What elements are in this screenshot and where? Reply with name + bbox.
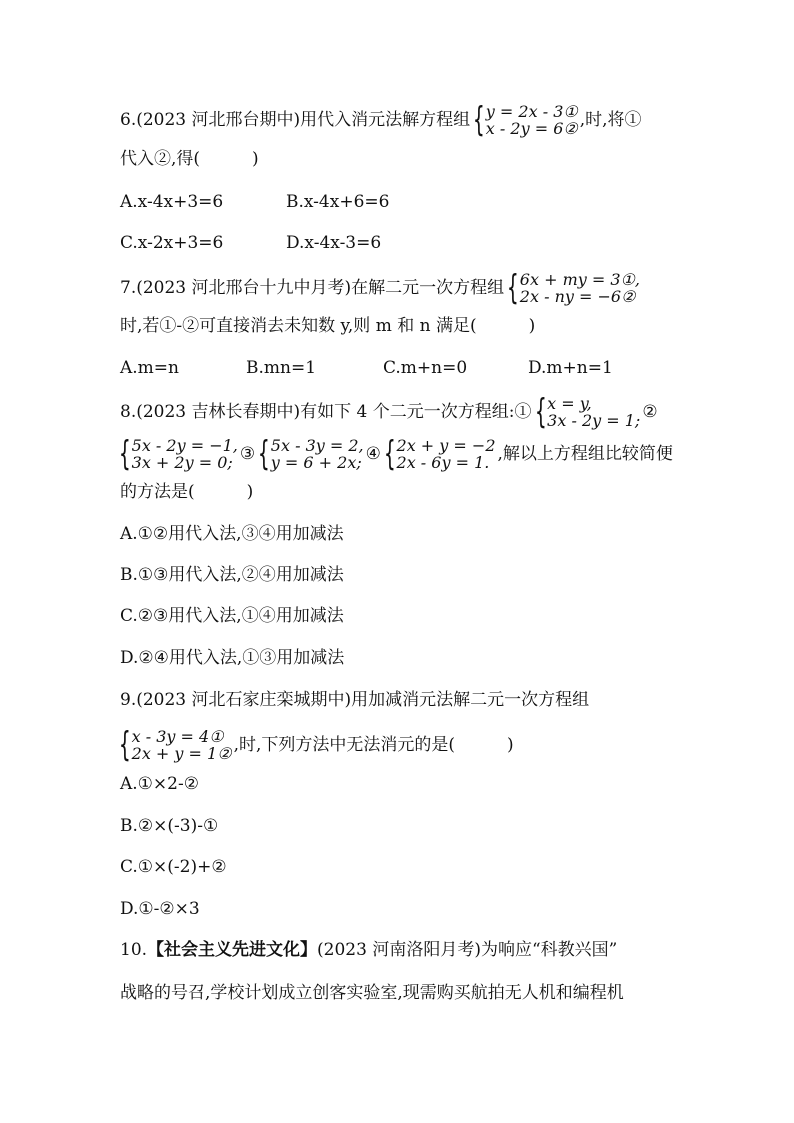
question-9-line-2: { x - 3y = 4① 2x + y = 1② ,时,下列方法中无法消元的是( ): [118, 725, 514, 765]
equation-system: { x - 3y = 4① 2x + y = 1②: [118, 725, 232, 765]
option-a: A.m=n: [120, 358, 179, 378]
option-b: B.x-4x+6=6: [286, 192, 390, 212]
question-9-line-1: 9.(2023 河北石家庄栾城期中)用加减消元法解二元一次方程组: [120, 690, 590, 710]
question-9-option-b: B.②×(-3)-①: [120, 816, 219, 836]
question-6-options-row-2: [120, 232, 381, 254]
question-6-line-1: [120, 100, 642, 140]
equation-system: { y = 2x - 3① x - 2y = 6②: [473, 100, 578, 140]
option-c: C.m+n=0: [383, 358, 468, 378]
question-8-line-3: 的方法是( ): [120, 482, 254, 502]
option-d: D.m+n=1: [528, 358, 613, 378]
question-9-option-d: D.①-②×3: [120, 899, 200, 919]
question-6-line-2: 代入②,得( ): [120, 149, 259, 169]
option-a: A.x-4x+3=6: [120, 192, 224, 212]
option-c: C.x-2x+3=6: [120, 233, 224, 253]
question-9-option-c: C.①×(-2)+②: [120, 857, 227, 877]
question-8-option-a: A.①②用代入法,③④用加减法: [120, 524, 344, 544]
equation-1: 6x + my = 3①,: [519, 270, 640, 289]
question-6-suffix: ,时,将①: [579, 110, 642, 130]
equation-system-4: { 2x + y = −2 2x - 6y = 1.: [383, 434, 496, 474]
question-8-option-d: D.②④用代入法,①③用加减法: [120, 648, 345, 668]
question-8-line-2: { 5x - 2y = −1, 3x + 2y = 0; ③ { 5x - 3y = 2, y = 6 + 2x; ④ { 2x + y = −2 2x - 6y = 1. ,解以上方程组比较简便: [118, 434, 673, 474]
question-9-option-a: A.①×2-②: [120, 774, 199, 794]
question-8-option-c: C.②③用代入法,①④用加减法: [120, 606, 344, 626]
equation-system-2: { 5x - 2y = −1, 3x + 2y = 0;: [118, 434, 238, 474]
question-6-options-row-1: [120, 191, 389, 213]
equation-1: x - 3y = 4①: [131, 727, 224, 746]
question-7-line-2: 时,若①-②可直接消去未知数 y,则 m 和 n 满足( ): [120, 316, 536, 336]
question-8-option-b: B.①③用代入法,②④用加减法: [120, 565, 344, 585]
topic-tag: 【社会主义先进文化】: [147, 940, 318, 960]
question-10-line-2: 战略的号召,学校计划成立创客实验室,现需购买航拍无人机和编程机: [120, 983, 624, 1003]
equation-system: { 6x + my = 3①, 2x - ny = −6②: [507, 268, 640, 308]
equation-system-3: { 5x - 3y = 2, y = 6 + 2x;: [258, 434, 364, 474]
equation-2: x - 2y = 6②: [485, 119, 578, 138]
equation-2: 2x - ny = −6②: [519, 287, 636, 306]
question-10-line-1: 10. 【社会主义先进文化】 (2023 河南洛阳月考)为响应“科教兴国”: [120, 940, 618, 960]
equation-2: 2x + y = 1②: [131, 744, 232, 763]
option-d: D.x-4x-3=6: [286, 233, 382, 253]
equation-system-1: { x = y, 3x - 2y = 1;: [534, 392, 641, 432]
question-8-line-1: 8.(2023 吉林长春期中)有如下 4 个二元一次方程组:① { x = y, 3x - 2y = 1; ②: [120, 392, 658, 432]
question-7-options: [120, 357, 613, 379]
question-7-line-1: 7.(2023 河北邢台十九中月考)在解二元一次方程组 { 6x + my = 3①, 2x - ny = −6②: [120, 268, 640, 308]
equation-1: y = 2x - 3①: [485, 102, 578, 121]
option-b: B.mn=1: [246, 358, 317, 378]
question-6-prefix: 6.(2023 河北邢台期中)用代入消元法解方程组: [120, 110, 471, 130]
